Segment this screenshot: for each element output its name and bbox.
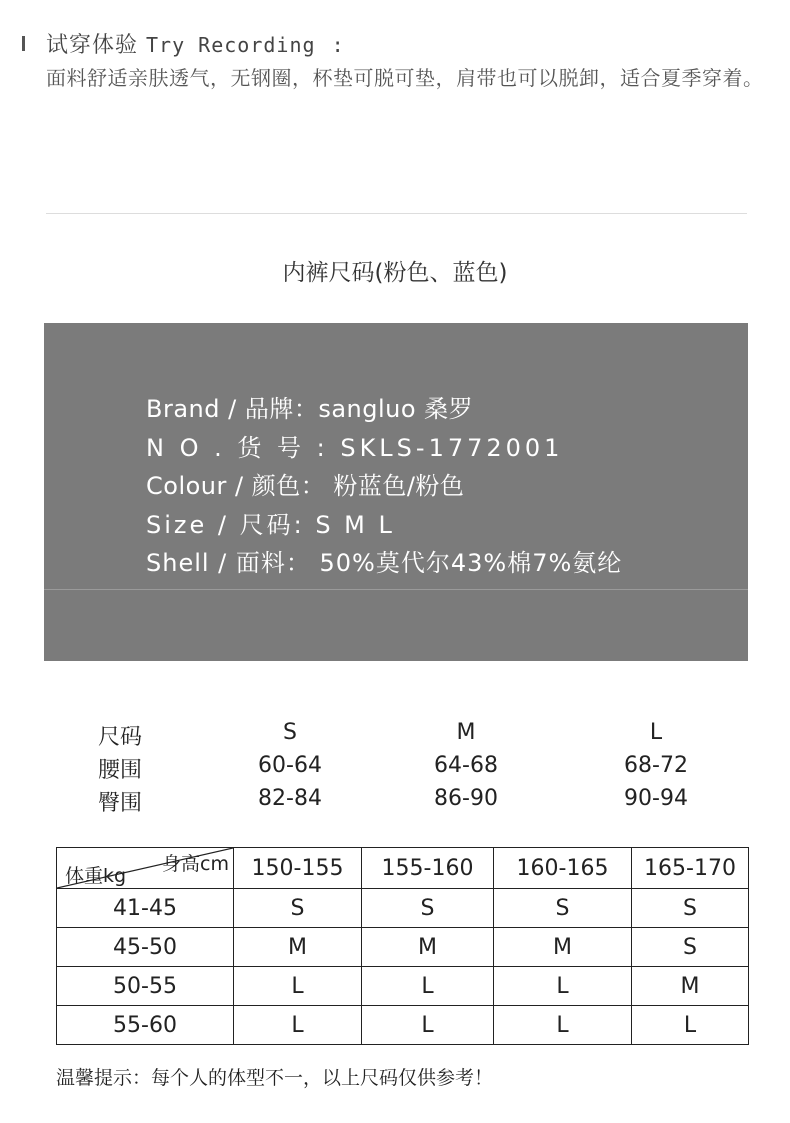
trial-heading (46, 28, 345, 59)
size-table-row-label: 腰围 (98, 758, 143, 783)
spec-shell: Shell / 面料： 50%莫代尔43%棉7%氨纶 (146, 549, 623, 577)
size-cell: L (234, 1006, 362, 1045)
spec-item-number: N O . 货 号 : SKLS-1772001 (146, 434, 564, 462)
size-table-cell: 68-72 (624, 753, 688, 778)
size-cell: S (362, 889, 494, 928)
spec-colour: Colour / 颜色： 粉蓝色/粉色 (146, 472, 465, 500)
size-cell: L (234, 967, 362, 1006)
table-row (57, 889, 749, 928)
size-note: 温馨提示：每个人的体型不一，以上尺码仅供参考！ (56, 1067, 494, 1089)
size-cell: M (494, 928, 632, 967)
size-cell: M (234, 928, 362, 967)
height-range-header: 155-160 (362, 848, 494, 889)
size-cell: S (632, 889, 749, 928)
section-divider (46, 213, 747, 214)
table-row (57, 967, 749, 1006)
table-header-row (57, 848, 749, 889)
spec-size: Size / 尺码: S M L (146, 511, 395, 539)
weight-range-cell: 41-45 (57, 889, 234, 928)
trial-heading-en: Try Recording (146, 33, 316, 57)
weight-range-cell: 50-55 (57, 967, 234, 1006)
table-row (57, 1006, 749, 1045)
size-table-header: L (649, 720, 663, 745)
weight-height-size-table (56, 847, 749, 1045)
corner-weight-label: 体重kg (65, 865, 127, 887)
size-table-row-label: 臀围 (98, 791, 143, 816)
size-table-header: 尺码 (98, 725, 143, 750)
corner-height-label: 身高cm (162, 853, 229, 875)
size-cell: M (632, 967, 749, 1006)
height-range-header: 160-165 (494, 848, 632, 889)
size-table-cell: 86-90 (434, 786, 498, 811)
height-range-header: 165-170 (632, 848, 749, 889)
heading-accent-bar (22, 36, 25, 51)
size-table-header: S (283, 720, 297, 745)
table-row (57, 928, 749, 967)
section-title: 内裤尺码(粉色、蓝色) (282, 260, 508, 286)
table-corner-cell (57, 848, 234, 889)
size-cell: M (362, 928, 494, 967)
size-cell: S (234, 889, 362, 928)
size-cell: L (362, 967, 494, 1006)
spec-brand: Brand / 品牌：sangluo 桑罗 (146, 395, 474, 423)
weight-range-cell: 55-60 (57, 1006, 234, 1045)
size-cell: L (494, 1006, 632, 1045)
size-cell: S (632, 928, 749, 967)
weight-range-cell: 45-50 (57, 928, 234, 967)
trial-heading-cn: 试穿体验 (46, 33, 139, 58)
trial-heading-colon: : (331, 33, 345, 57)
size-cell: L (362, 1006, 494, 1045)
size-cell: S (494, 889, 632, 928)
size-cell: L (494, 967, 632, 1006)
size-table-cell: 90-94 (624, 786, 688, 811)
spec-panel-divider (44, 589, 748, 590)
size-cell: L (632, 1006, 749, 1045)
height-range-header: 150-155 (234, 848, 362, 889)
size-table-header: M (456, 720, 476, 745)
size-table-cell: 82-84 (258, 786, 322, 811)
trial-body-text: 面料舒适亲肤透气，无钢圈，杯垫可脱可垫，肩带也可以脱卸，适合夏季穿着。 (46, 66, 764, 90)
size-table-cell: 64-68 (434, 753, 498, 778)
size-table-cell: 60-64 (258, 753, 322, 778)
